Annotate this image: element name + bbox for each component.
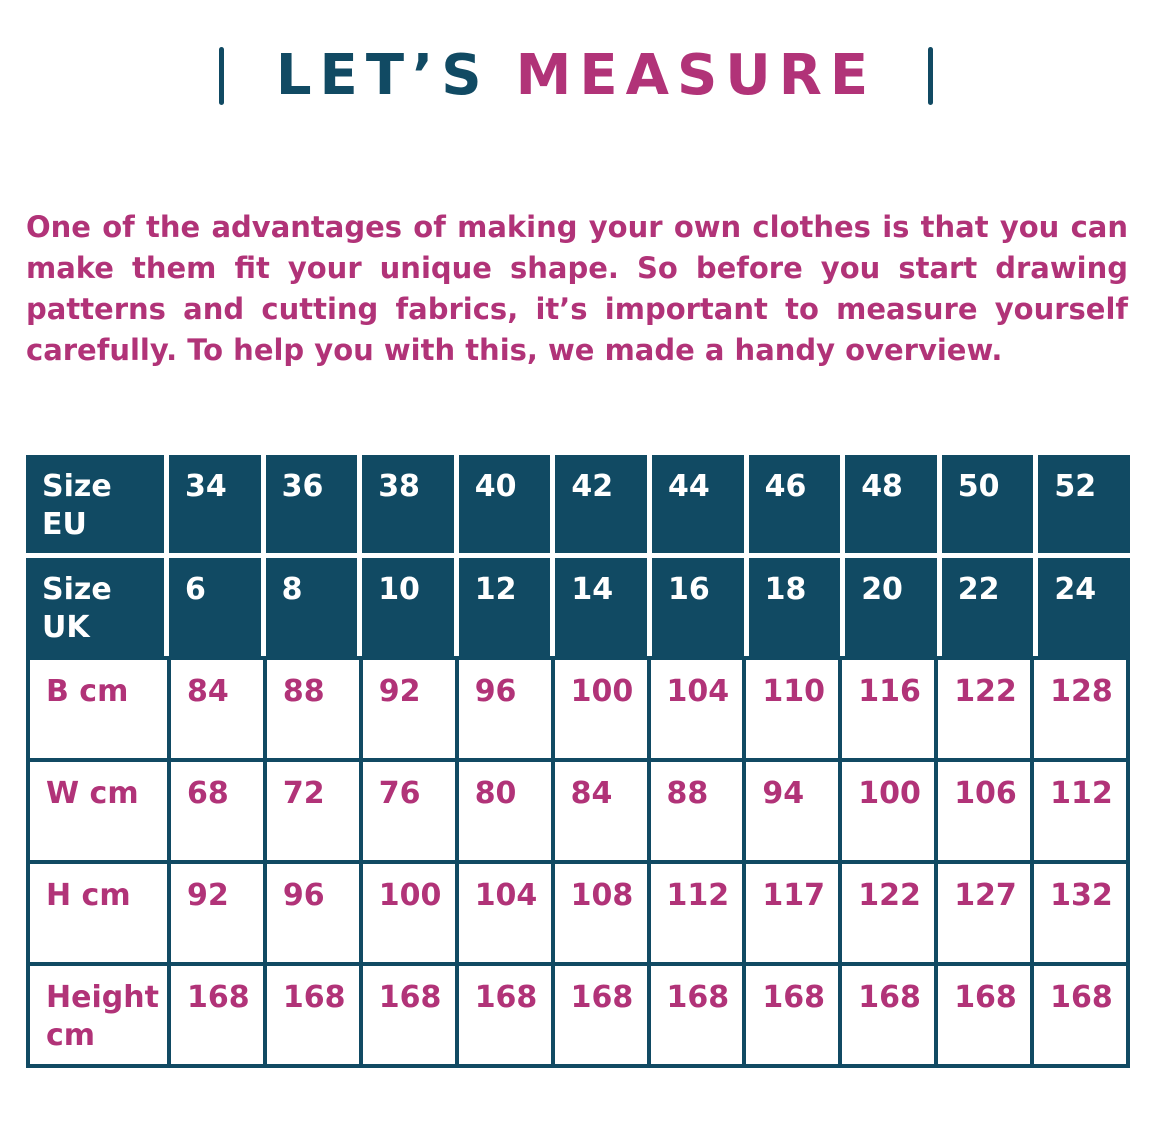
body-row-0-cell-7: 116 xyxy=(842,660,934,758)
body-row-0-cell-3: 96 xyxy=(459,660,551,758)
body-row-1-cell-5: 88 xyxy=(651,762,743,860)
header-row-1-cell-2: 10 xyxy=(362,558,454,656)
header-row-1-cell-6: 18 xyxy=(749,558,841,656)
body-row-0-cell-5: 104 xyxy=(651,660,743,758)
body-row-0-cell-6: 110 xyxy=(746,660,838,758)
body-row-3-cell-4: 168 xyxy=(555,966,647,1064)
body-row-1-cell-7: 100 xyxy=(842,762,934,860)
header-row-1-label: Size UK xyxy=(26,558,164,656)
header-row-1-cell-7: 20 xyxy=(845,558,937,656)
title-divider-left-icon xyxy=(219,47,224,105)
body-row-1-cell-6: 94 xyxy=(746,762,838,860)
body-row-0-cell-2: 92 xyxy=(363,660,455,758)
header-row-0-cell-5: 44 xyxy=(652,455,744,553)
title-word-measure: MEASURE xyxy=(515,43,877,108)
header-row-1-cell-9: 24 xyxy=(1038,558,1130,656)
size-table-body xyxy=(26,656,1130,1068)
body-row-2-cell-5: 112 xyxy=(651,864,743,962)
header-row-0-cell-1: 36 xyxy=(266,455,358,553)
header-row-0-cell-9: 52 xyxy=(1038,455,1130,553)
body-row-3-cell-9: 168 xyxy=(1034,966,1126,1064)
body-row-3-cell-6: 168 xyxy=(746,966,838,1064)
body-row-0-label: B cm xyxy=(30,660,167,758)
body-row-2-cell-2: 100 xyxy=(363,864,455,962)
body-row-2-label: H cm xyxy=(30,864,167,962)
header-row-0-cell-2: 38 xyxy=(362,455,454,553)
title-word-lets: LET’S xyxy=(275,43,490,108)
header-row-0-cell-4: 42 xyxy=(555,455,647,553)
body-row-3-cell-0: 168 xyxy=(171,966,263,1064)
header-row-0-cell-6: 46 xyxy=(749,455,841,553)
body-row-0-cell-1: 88 xyxy=(267,660,359,758)
body-row-3-cell-7: 168 xyxy=(842,966,934,1064)
body-row-1-cell-4: 84 xyxy=(555,762,647,860)
body-row-2-cell-8: 127 xyxy=(938,864,1030,962)
body-row-2-cell-9: 132 xyxy=(1034,864,1126,962)
body-row-1-cell-2: 76 xyxy=(363,762,455,860)
body-row-0-cell-4: 100 xyxy=(555,660,647,758)
body-row-1-cell-3: 80 xyxy=(459,762,551,860)
body-row-2-cell-7: 122 xyxy=(842,864,934,962)
header-row-0-cell-0: 34 xyxy=(169,455,261,553)
body-row-2-cell-6: 117 xyxy=(746,864,838,962)
header-row-1-cell-0: 6 xyxy=(169,558,261,656)
body-row-1-cell-8: 106 xyxy=(938,762,1030,860)
body-row-1-cell-9: 112 xyxy=(1034,762,1126,860)
header-row-0-cell-8: 50 xyxy=(942,455,1034,553)
body-row-2-cell-1: 96 xyxy=(267,864,359,962)
header-row-1-cell-1: 8 xyxy=(266,558,358,656)
body-row-0-cell-8: 122 xyxy=(938,660,1030,758)
header-row-1-cell-5: 16 xyxy=(652,558,744,656)
header-row-1-cell-3: 12 xyxy=(459,558,551,656)
body-row-1-label: W cm xyxy=(30,762,167,860)
body-row-0-cell-0: 84 xyxy=(171,660,263,758)
body-row-3-label: Height cm xyxy=(30,966,167,1064)
page-title xyxy=(276,45,876,107)
body-row-2-cell-4: 108 xyxy=(555,864,647,962)
body-row-2-cell-3: 104 xyxy=(459,864,551,962)
body-row-3-cell-2: 168 xyxy=(363,966,455,1064)
body-row-3-cell-1: 168 xyxy=(267,966,359,1064)
body-row-2-cell-0: 92 xyxy=(171,864,263,962)
body-row-3-cell-5: 168 xyxy=(651,966,743,1064)
header-row-1-cell-4: 14 xyxy=(555,558,647,656)
header-row-1-cell-8: 22 xyxy=(942,558,1034,656)
body-row-1-cell-1: 72 xyxy=(267,762,359,860)
size-table-header xyxy=(26,455,1130,656)
intro-paragraph: One of the advantages of making your own clothes is that you can make them fit your unique shape. So before you start drawing patterns and cutting fabrics, it’s important to measure yourself carefully. To help you with this, we made a handy overview. xyxy=(26,210,1128,367)
title-divider-right-icon xyxy=(928,47,933,105)
body-row-0-cell-9: 128 xyxy=(1034,660,1126,758)
body-row-3-cell-8: 168 xyxy=(938,966,1030,1064)
header-row-0-cell-7: 48 xyxy=(845,455,937,553)
size-table xyxy=(26,455,1130,1068)
header-row-0-cell-3: 40 xyxy=(459,455,551,553)
body-row-1-cell-0: 68 xyxy=(171,762,263,860)
body-row-3-cell-3: 168 xyxy=(459,966,551,1064)
page-header xyxy=(0,45,1152,107)
header-row-0-label: Size EU xyxy=(26,455,164,553)
